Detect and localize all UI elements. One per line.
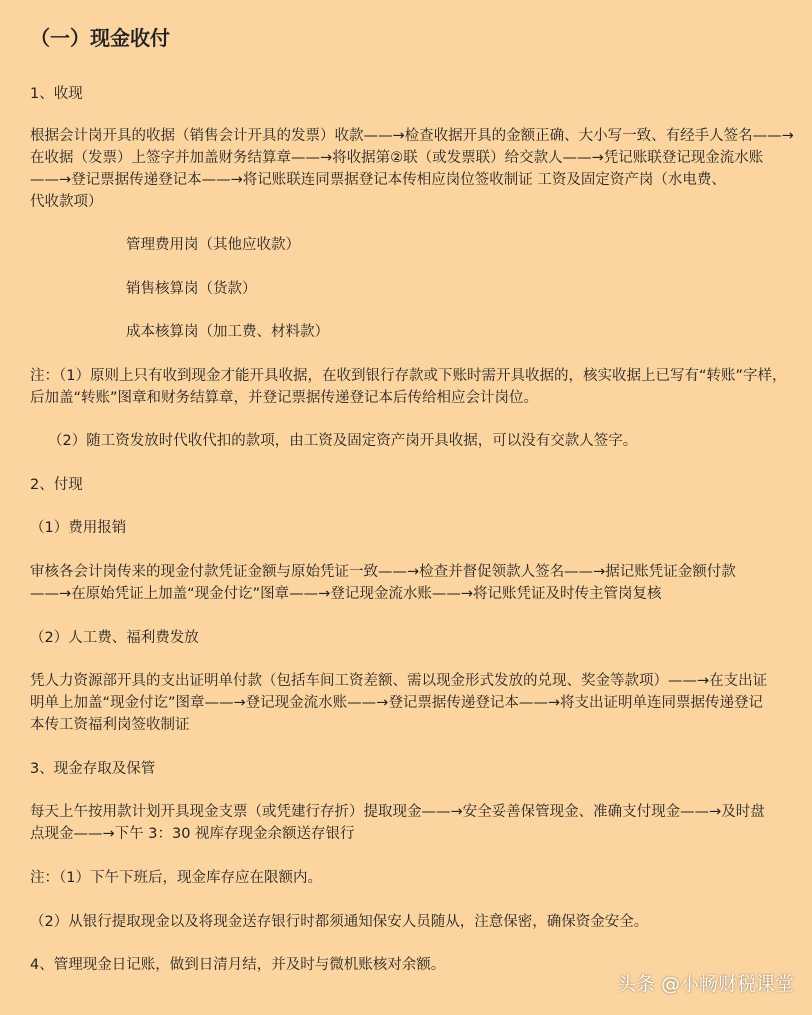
wages-paragraph-line: 明单上加盖“现金付讫”图章——→登记现金流水账——→登记票据传递登记本——→将支出证明单连同票据传递登记	[30, 695, 763, 711]
cash-storage-line: 点现金——→下午 3：30 视库存现金余额送存银行	[30, 826, 355, 842]
expense-paragraph-line: 审核各会计岗传来的现金付款凭证金额与原始凭证一致——→检查并督促领款人签名——→据记账凭证金额付款	[30, 564, 736, 580]
cash-storage-note-2: （2）从银行提取现金以及将现金送存银行时都须通知保安人员随从，注意保密，确保资金安全。	[30, 914, 649, 930]
section-heading-receipts: 1、收现	[30, 86, 83, 102]
cash-storage-line: 每天上午按用款计划开具现金支票（或凭建行存折）提取现金——→安全妥善保管现金、准确支付现金——→及时盘	[30, 804, 765, 820]
wages-paragraph-line: 凭人力资源部开具的支出证明单付款（包括车间工资差额、需以现金形式发放的兑现、奖金等款项）——→在支出证	[30, 673, 768, 689]
post-item: 成本核算岗（加工费、材料款）	[126, 324, 329, 340]
receipts-paragraph-line: ——→登记票据传递登记本——→将记账联连同票据登记本传相应岗位签收制证 工资及固定资产岗（水电费、	[30, 172, 726, 188]
section-heading-payments: 2、付现	[30, 477, 83, 493]
section-heading-cash-storage: 3、现金存取及保管	[30, 761, 156, 777]
post-item: 销售核算岗（货款）	[126, 281, 257, 297]
page-title: （一）现金收付	[30, 26, 170, 50]
section-heading-journal: 4、管理现金日记账，做到日清月结，并及时与微机账核对余额。	[30, 957, 446, 973]
subheading-expense-reimbursement: （1）费用报销	[30, 520, 127, 536]
subheading-wages: （2）人工费、福利费发放	[30, 630, 199, 646]
receipts-note-2: （2）随工资发放时代收代扣的款项，由工资及固定资产岗开具收据，可以没有交款人签字。	[48, 433, 638, 449]
cash-storage-note-1: 注：（1）下午下班后，现金库存应在限额内。	[30, 870, 322, 886]
receipts-note-line: 后加盖“转账”图章和财务结算章，并登记票据传递登记本后传给相应会计岗位。	[30, 390, 539, 406]
receipts-paragraph-line: 代收款项）	[30, 194, 103, 210]
expense-paragraph-line: ——→在原始凭证上加盖“现金付讫”图章——→登记现金流水账——→将记账凭证及时传主管岗复核	[30, 586, 662, 602]
receipts-paragraph-line: 根据会计岗开具的收据（销售会计开具的发票）收款——→检查收据开具的金额正确、大小写一致、有经手人签名——→	[30, 128, 794, 144]
post-item: 管理费用岗（其他应收款）	[126, 237, 300, 253]
watermark: 头条 @小畅财税课堂	[616, 973, 794, 995]
wages-paragraph-line: 本传工资福利岗签收制证	[30, 717, 190, 733]
receipts-paragraph-line: 在收据（发票）上签字并加盖财务结算章——→将收据第②联（或发票联）给交款人——→凭记账联登记现金流水账	[30, 150, 764, 166]
receipts-note-line: 注：（1）原则上只有收到现金才能开具收据，在收到银行存款或下账时需开具收据的，核实收据上已写有“转账”字样，	[30, 368, 787, 384]
